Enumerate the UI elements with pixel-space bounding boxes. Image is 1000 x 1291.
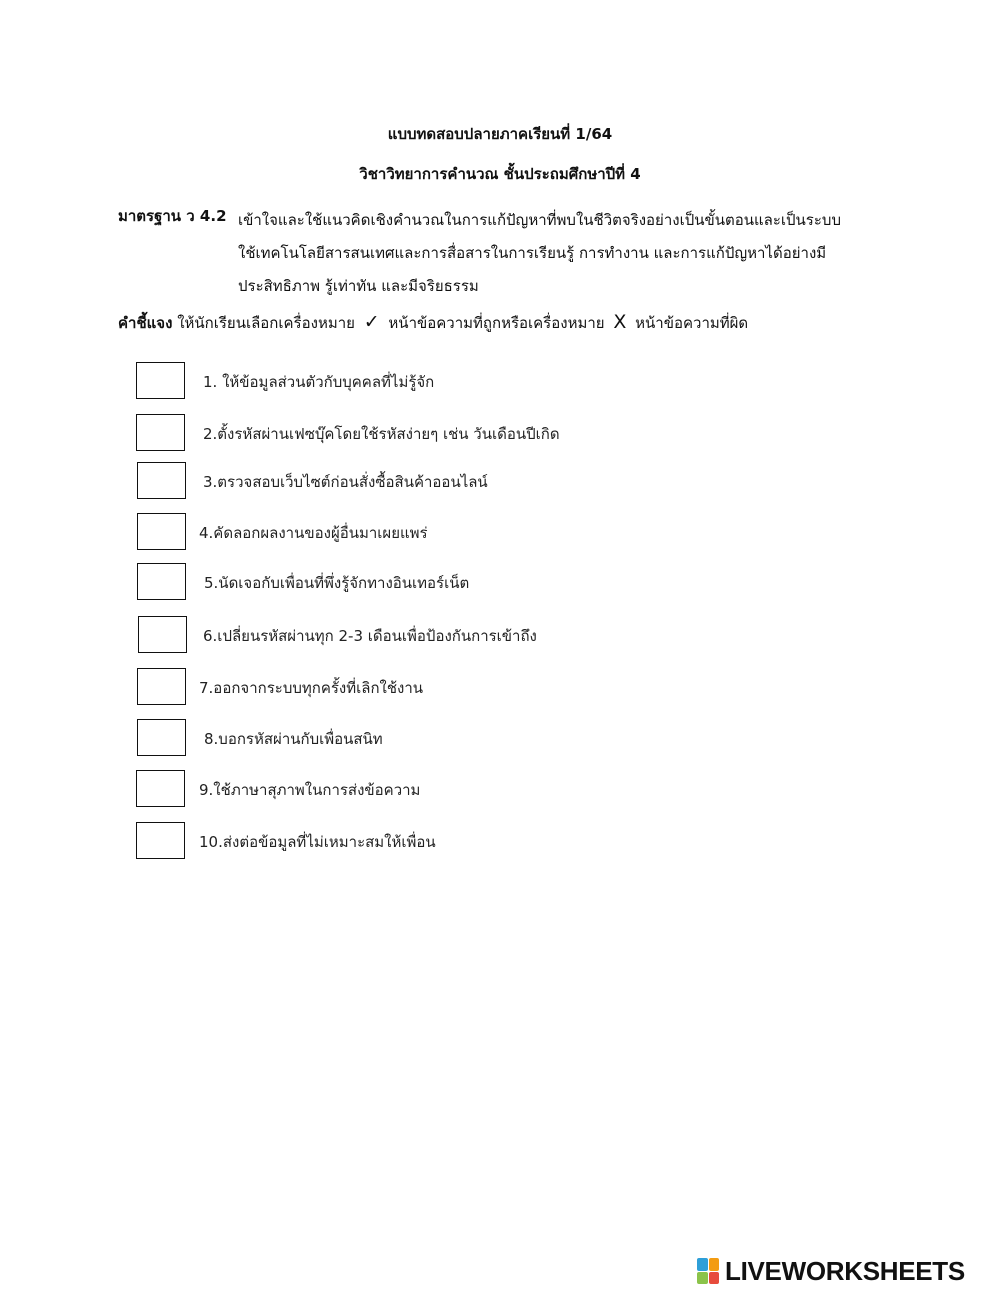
instructions-label: คำชี้แจง — [118, 314, 173, 332]
logo-square-3 — [697, 1272, 708, 1285]
standard-text: เข้าใจและใช้แนวคิดเชิงคำนวณในการแก้ปัญหาที่พบในชีวิตจริงอย่างเป็นขั้นตอนและเป็นระบบ ใช้เทคโนโลยีสารสนเทศและการสื่อสารในการเรียนรู้ การทำงาน และการแก้ปัญหาได้อย่างมี ประสิทธิภาพ รู้เท่าทัน และมีจริยธรรม — [238, 211, 841, 295]
answer-box-6[interactable] — [138, 616, 187, 653]
instructions-text-after: หน้าข้อความที่ผิด — [635, 314, 749, 332]
question-text-5: 5.นัดเจอกับเพื่อนที่พึ่งรู้จักทางอินเทอร์เน็ต — [204, 574, 470, 592]
standard-label: มาตรฐาน ว 4.2 — [118, 207, 227, 225]
answer-box-3[interactable] — [137, 462, 186, 499]
instructions-text-middle: หน้าข้อความที่ถูกหรือเครื่องหมาย — [388, 314, 605, 332]
answer-box-1[interactable] — [136, 362, 185, 399]
question-text-2: 2.ตั้งรหัสผ่านเฟซบุ๊คโดยใช้รหัสง่ายๆ เช่น วันเดือนปีเกิด — [203, 425, 560, 443]
question-text-1: 1. ให้ข้อมูลส่วนตัวกับบุคคลที่ไม่รู้จัก — [203, 373, 435, 391]
question-text-10: 10.ส่งต่อข้อมูลที่ไม่เหมาะสมให้เพื่อน — [199, 833, 436, 851]
liveworksheets-logo[interactable] — [697, 1256, 965, 1286]
liveworksheets-logo-icon — [697, 1258, 719, 1284]
question-text-3: 3.ตรวจสอบเว็บไซต์ก่อนสั่งซื้อสินค้าออนไลน์ — [203, 473, 488, 491]
logo-square-2 — [709, 1258, 720, 1271]
answer-box-2[interactable] — [136, 414, 185, 451]
worksheet-subtitle: วิชาวิทยาการคำนวณ ชั้นประถมศึกษาปีที่ 4 — [359, 165, 641, 183]
answer-box-5[interactable] — [137, 563, 186, 600]
question-text-9: 9.ใช้ภาษาสุภาพในการส่งข้อความ — [199, 781, 421, 799]
logo-square-1 — [697, 1258, 708, 1271]
answer-box-10[interactable] — [136, 822, 185, 859]
question-text-7: 7.ออกจากระบบทุกครั้งที่เลิกใช้งาน — [199, 679, 424, 697]
instructions-text-before: ให้นักเรียนเลือกเครื่องหมาย — [177, 314, 355, 332]
logo-square-4 — [709, 1272, 720, 1285]
instructions — [118, 311, 748, 335]
liveworksheets-brand: LIVEWORKSHEETS — [725, 1255, 965, 1286]
cross-mark-icon: X — [613, 311, 627, 333]
answer-box-4[interactable] — [137, 513, 186, 550]
check-mark-icon: ✓ — [363, 311, 380, 333]
question-text-6: 6.เปลี่ยนรหัสผ่านทุก 2-3 เดือนเพื่อป้องกันการเข้าถึง — [203, 627, 537, 645]
question-text-8: 8.บอกรหัสผ่านกับเพื่อนสนิท — [204, 730, 383, 748]
worksheet-title: แบบทดสอบปลายภาคเรียนที่ 1/64 — [387, 125, 613, 143]
answer-box-8[interactable] — [137, 719, 186, 756]
answer-box-9[interactable] — [136, 770, 185, 807]
answer-box-7[interactable] — [137, 668, 186, 705]
question-text-4: 4.คัดลอกผลงานของผู้อื่นมาเผยแพร่ — [199, 524, 428, 542]
